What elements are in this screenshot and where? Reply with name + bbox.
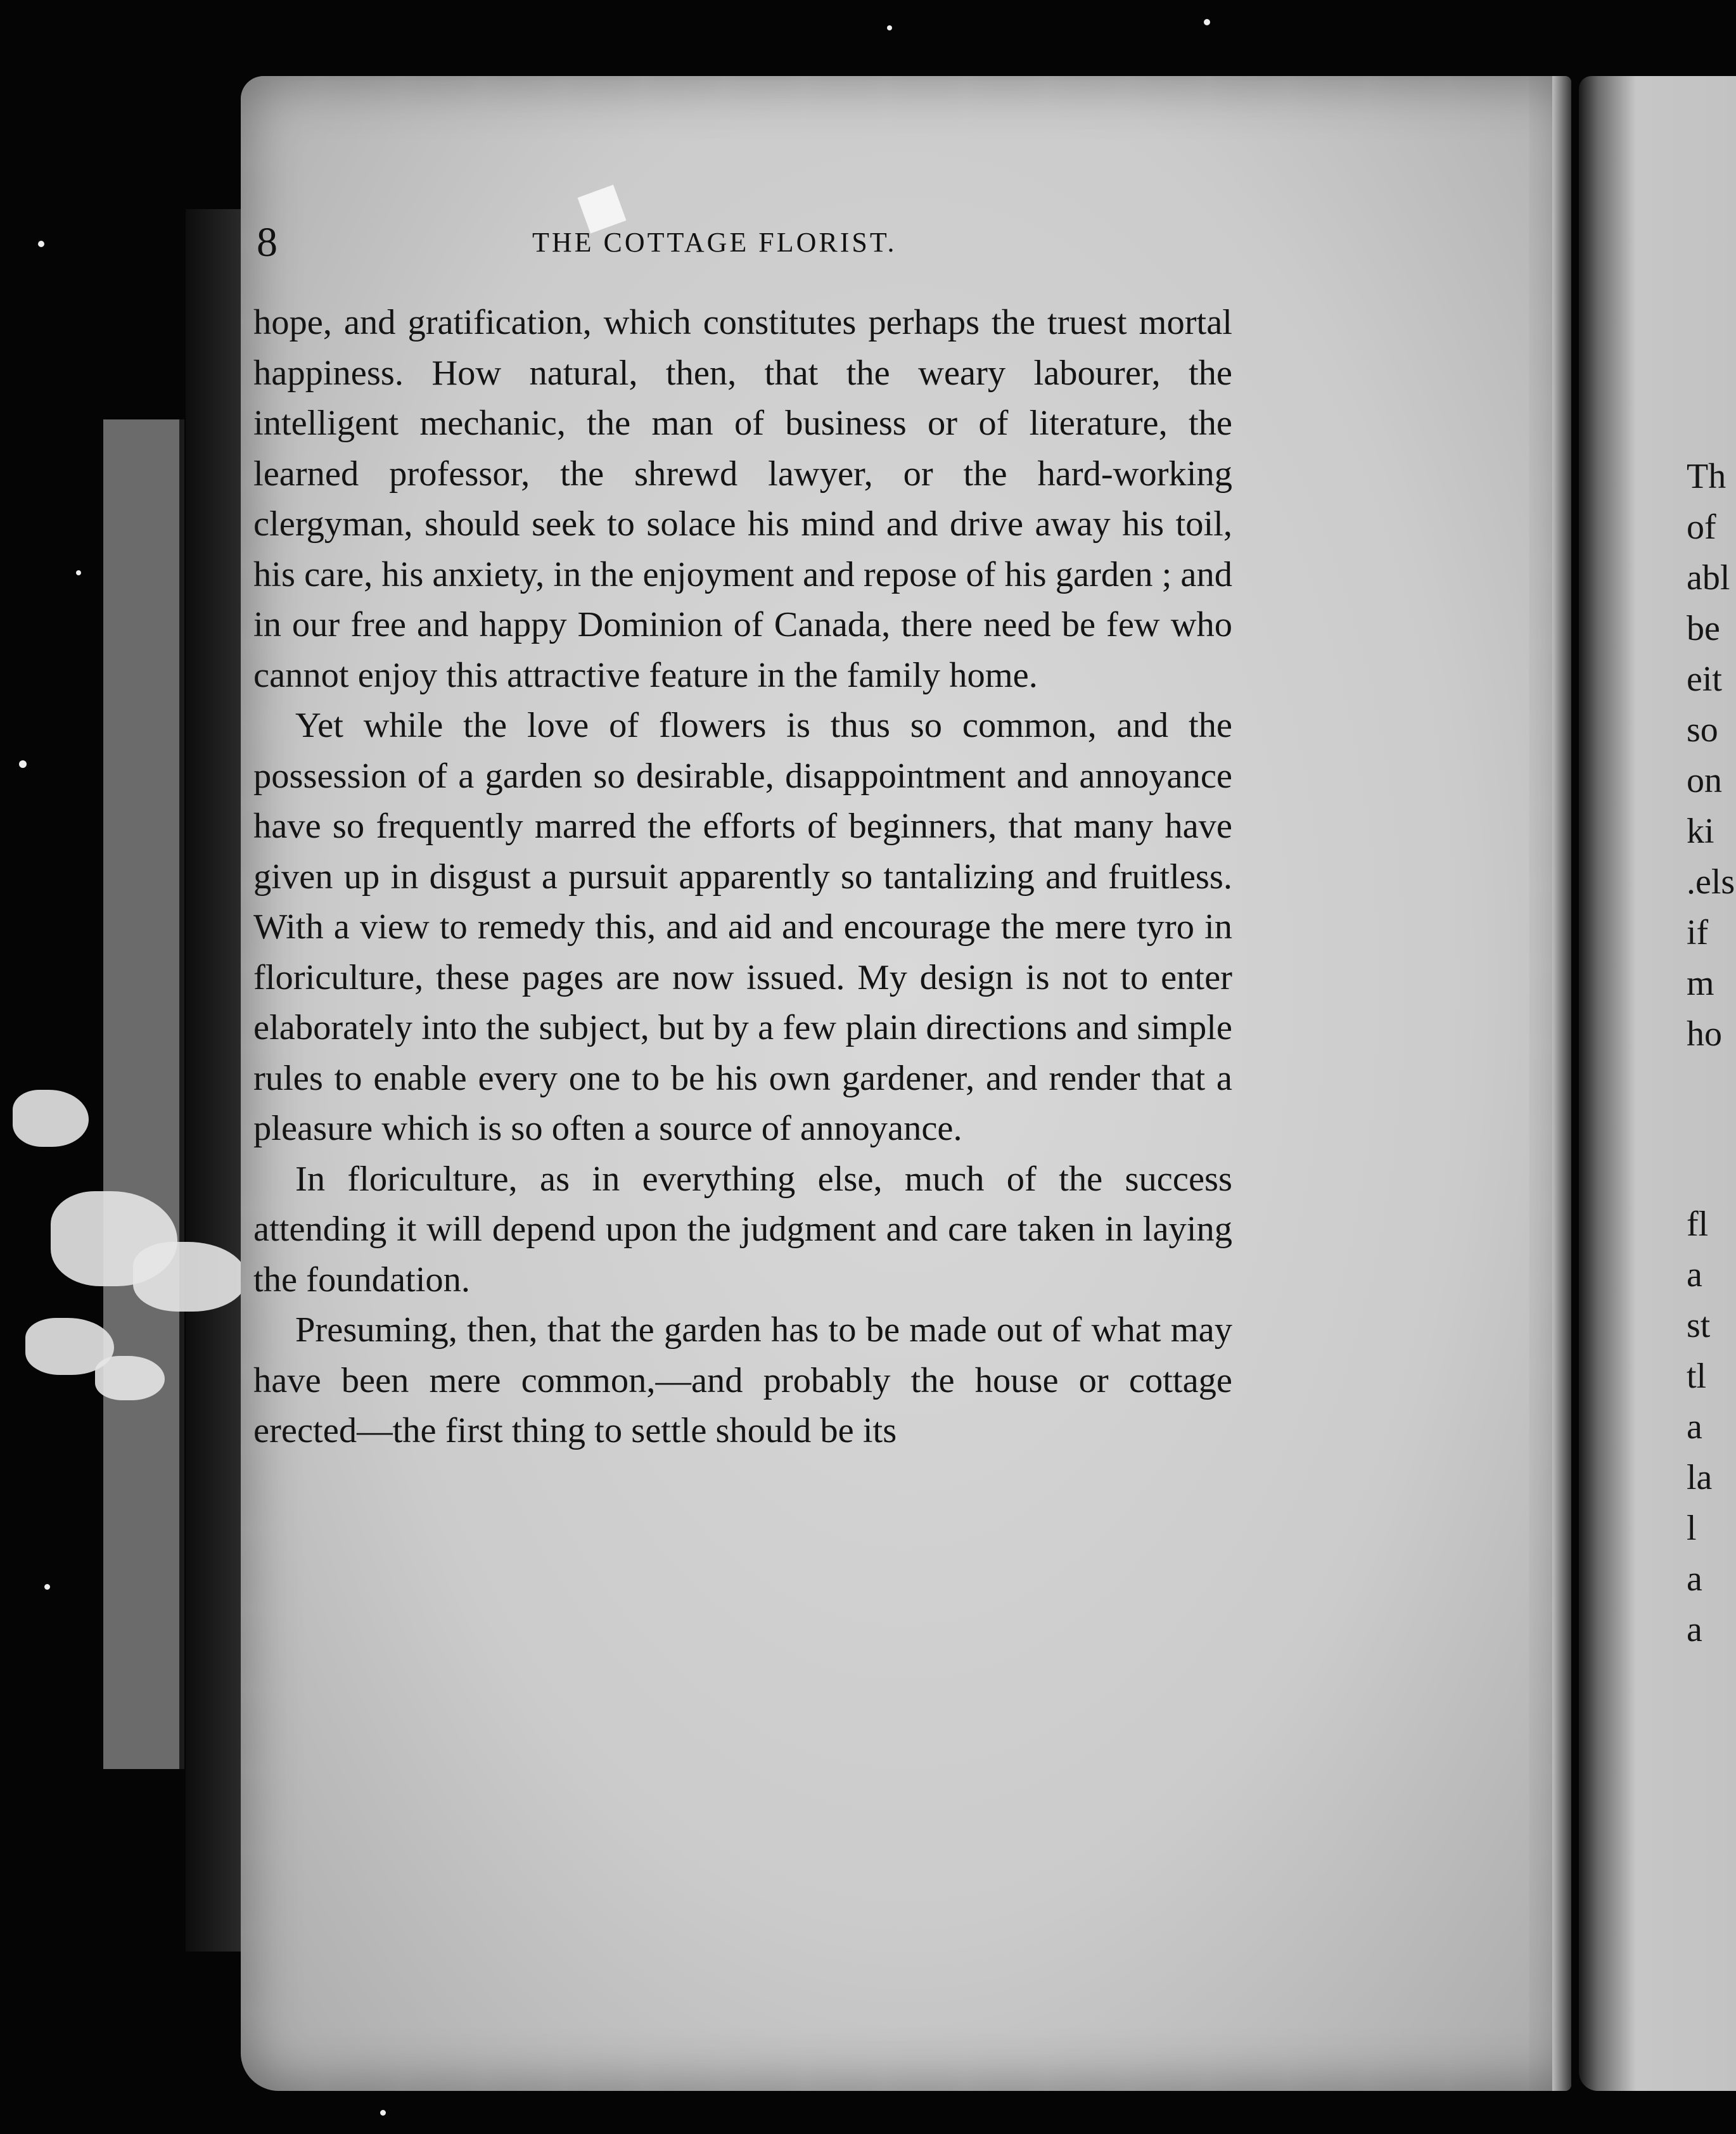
running-title: THE COTTAGE FLORIST. bbox=[532, 227, 897, 258]
dust-blot bbox=[133, 1242, 247, 1312]
facing-page-fragment: on bbox=[1687, 761, 1722, 800]
facing-page-fragment: a bbox=[1687, 1610, 1702, 1649]
facing-page-fragment: tl bbox=[1687, 1357, 1707, 1396]
facing-page-fragment: l bbox=[1687, 1509, 1697, 1548]
facing-page-fragment: .els bbox=[1687, 862, 1735, 902]
dust-speck bbox=[76, 570, 81, 575]
facing-page-fragment: st bbox=[1687, 1306, 1711, 1345]
facing-page-fragment: eit bbox=[1687, 660, 1722, 699]
facing-page-fragment: a bbox=[1687, 1407, 1702, 1447]
facing-page-fragment: a bbox=[1687, 1559, 1702, 1599]
facing-page-fragment: a bbox=[1687, 1255, 1702, 1294]
paragraph: hope, and gratification, which constitutes perhaps the truest mortal happiness. How natural, then, that the weary labourer, the intelligent mechanic, the man of business or of literature, the learned professor, the shrewd lawyer, or the hard-working clergyman, should seek to solace his mind and drive away his toil, his care, his anxiety, in the enjoyment and repose of his garden ; and in our free and happy Dominion of Canada, there need be few who cannot enjoy this attractive feature in the family home. bbox=[253, 303, 1232, 695]
running-head bbox=[0, 219, 988, 276]
paragraph: Presuming, then, that the garden has to be made out of what may have been mere common,—and probably the house or cottage erected—the first thing to settle should be its bbox=[253, 1310, 1232, 1450]
page-gutter bbox=[1552, 76, 1571, 2091]
facing-page-fragment: of bbox=[1687, 508, 1716, 547]
dust-speck bbox=[19, 760, 27, 768]
dust-blot bbox=[13, 1090, 89, 1147]
facing-page-fragment: abl bbox=[1687, 558, 1730, 597]
paragraph: In floriculture, as in everything else, much of the success attending it will depend upon the judgment and care taken in laying the foundation. bbox=[253, 1159, 1232, 1300]
dust-speck bbox=[1204, 19, 1210, 25]
spine-shadow bbox=[186, 209, 244, 1952]
facing-page-fragment: ho bbox=[1687, 1014, 1722, 1054]
facing-page-fragment: Th bbox=[1687, 457, 1726, 496]
facing-page-fragment: be bbox=[1687, 609, 1720, 648]
binding-strip bbox=[103, 419, 184, 1769]
dust-blot bbox=[95, 1356, 165, 1400]
page-number: 8 bbox=[257, 219, 278, 265]
dust-speck bbox=[44, 1584, 50, 1590]
facing-page-fragment: fl bbox=[1687, 1204, 1709, 1244]
facing-page bbox=[1579, 76, 1736, 2091]
paragraph: Yet while the love of flowers is thus so common, and the possession of a garden so desirable, disappointment and annoyance have so frequently marred the efforts of beginners, that many have given up in disgust a pursuit apparently so tantalizing and fruitless. With a view to remedy this, and aid and encourage the mere tyro in floriculture, these pages are now issued. My design is not to enter elaborately into the subject, but by a few plain directions and simple rules to enable every one to be his own gardener, and render that a pleasure which is so often a source of annoyance. bbox=[253, 706, 1232, 1148]
body-text bbox=[253, 298, 1232, 1457]
dust-speck bbox=[380, 2110, 386, 2116]
facing-page-fragment: la bbox=[1687, 1458, 1713, 1497]
facing-page-fragment: m bbox=[1687, 964, 1714, 1003]
dust-speck bbox=[887, 25, 892, 30]
facing-page-fragment: ki bbox=[1687, 812, 1714, 851]
facing-page-fragment: if bbox=[1687, 913, 1709, 952]
facing-page-fragment: so bbox=[1687, 710, 1718, 750]
